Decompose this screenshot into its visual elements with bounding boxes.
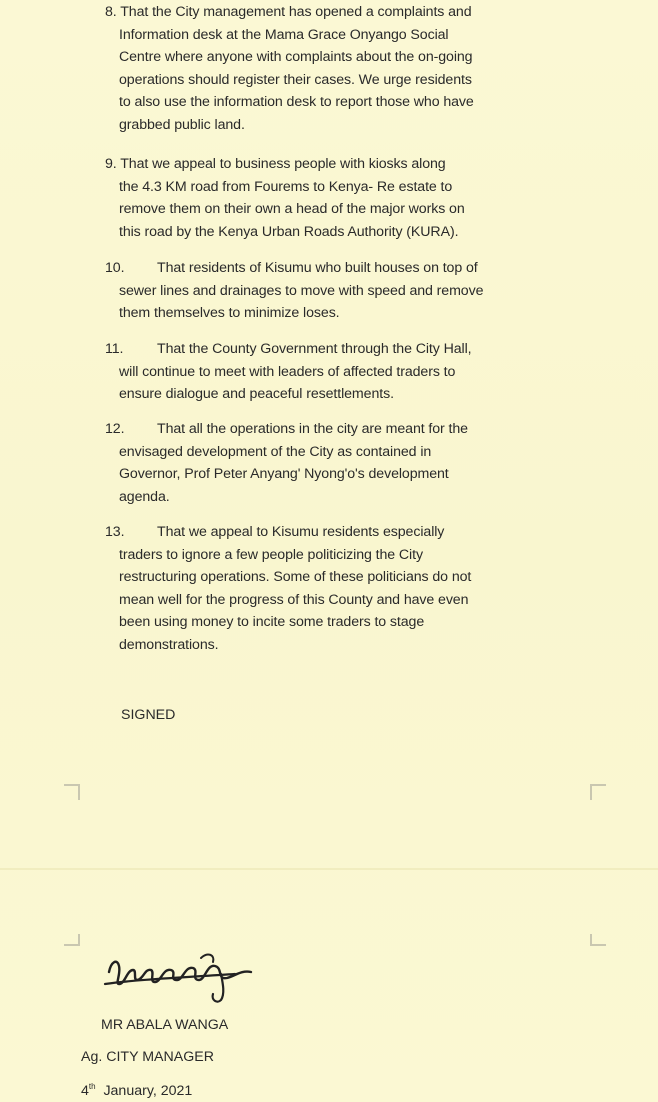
item-8-line-2: Information desk at the Mama Grace Onyango Social (119, 26, 449, 43)
item-12-text-1: That all the operations in the city are meant for the (157, 421, 468, 437)
item-8-line-4: operations should register their cases. We urge residents (119, 71, 472, 88)
item-10-line-2: sewer lines and drainages to move with speed and remove (119, 282, 484, 299)
item-8-line-1 (105, 1, 474, 24)
list-item-11 (105, 338, 471, 406)
item-13-line-2: traders to ignore a few people politicizing the City (119, 546, 423, 563)
item-12-line-4: agenda. (119, 488, 170, 505)
item-12-line-1 (105, 418, 468, 441)
item-11-line-2: will continue to meet with leaders of affected traders to (119, 363, 456, 380)
signatory-name: MR ABALA WANGA (101, 1017, 229, 1033)
corner-mark-top-right (590, 784, 606, 800)
document-date (81, 1076, 192, 1102)
item-9-number: 9. (105, 156, 117, 172)
item-13-line-1 (105, 521, 471, 544)
list-item-8 (105, 1, 474, 137)
item-9-text-1: That we appeal to business people with kiosks along (120, 156, 446, 172)
item-9-line-2: the 4.3 KM road from Fourems to Kenya- Re estate to (119, 178, 453, 195)
item-10-line-1 (105, 257, 483, 280)
signed-label: SIGNED (121, 707, 176, 723)
list-item-10 (105, 257, 483, 325)
corner-mark-top-left (64, 784, 80, 800)
item-13-line-3: restructuring operations. Some of these politicians do not (119, 569, 472, 586)
date-suffix: th (88, 1082, 96, 1091)
item-13-text-1: That we appeal to Kisumu residents especially (157, 524, 445, 540)
item-12-number: 12. (105, 421, 125, 437)
item-9-line-4: this road by the Kenya Urban Roads Authority (KURA). (119, 223, 459, 240)
item-13-line-4: mean well for the progress of this County and have even (119, 591, 469, 608)
item-8-text-1: That the City management has opened a complaints and (120, 4, 472, 20)
corner-mark-bottom-right (590, 934, 606, 946)
item-11-line-1 (105, 338, 471, 361)
item-11-number: 11. (105, 341, 124, 357)
list-item-12 (105, 418, 468, 508)
signatory-title: Ag. CITY MANAGER (81, 1049, 214, 1065)
date-day: 4 (81, 1083, 89, 1099)
item-11-line-3: ensure dialogue and peaceful resettlements. (119, 386, 394, 403)
list-item-9 (105, 153, 465, 243)
item-12-line-3: Governor, Prof Peter Anyang' Nyong'o's development (119, 466, 449, 483)
item-13-line-6: demonstrations. (119, 636, 219, 653)
item-8-line-3: Centre where anyone with complaints about the on-going (119, 49, 473, 66)
list-item-13 (105, 521, 471, 657)
item-9-line-1 (105, 153, 465, 176)
item-10-line-3: them themselves to minimize loses. (119, 305, 340, 322)
corner-mark-bottom-left (64, 934, 80, 946)
item-11-text-1: That the County Government through the City Hall, (157, 341, 472, 357)
item-8-number: 8. (105, 4, 117, 20)
item-13-number: 13. (105, 524, 125, 540)
item-10-number: 10. (105, 260, 125, 276)
item-9-line-3: remove them on their own a head of the major works on (119, 201, 465, 218)
page-fold-divider (0, 868, 658, 870)
item-8-line-6: grabbed public land. (119, 116, 245, 133)
item-10-text-1: That residents of Kisumu who built houses on top of (157, 260, 478, 276)
item-12-line-2: envisaged development of the City as contained in (119, 443, 432, 460)
handwritten-signature (103, 944, 263, 1006)
item-8-line-5: to also use the information desk to report those who have (119, 94, 474, 111)
item-13-line-5: been using money to incite some traders to stage (119, 614, 425, 631)
date-rest: January, 2021 (95, 1083, 193, 1099)
